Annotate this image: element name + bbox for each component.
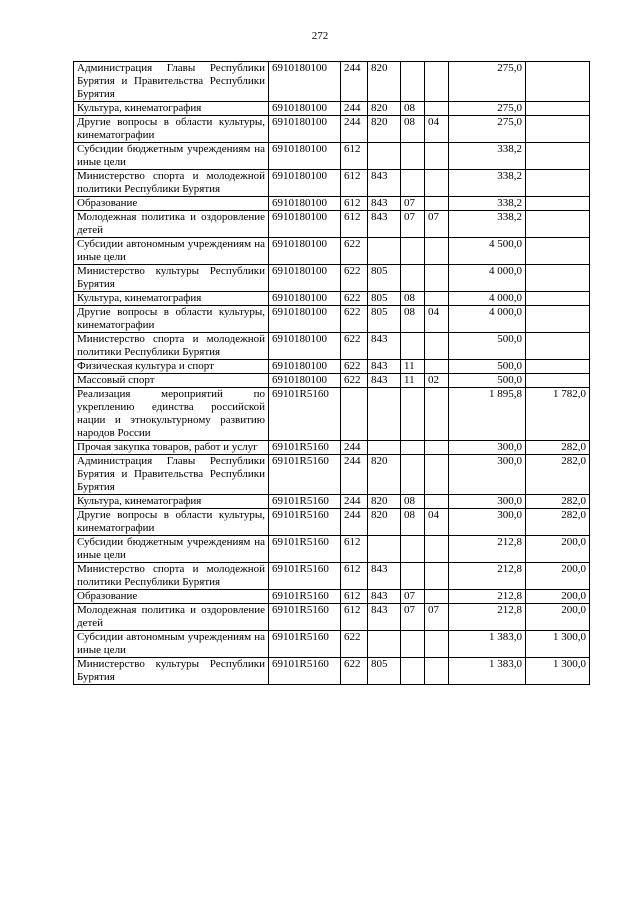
cell-expense-type: 244 <box>341 62 368 102</box>
table-row <box>74 658 590 685</box>
table-row <box>74 374 590 388</box>
cell-ministry-code: 843 <box>368 333 401 360</box>
cell-subsection <box>425 455 449 495</box>
cell-ministry-code <box>368 441 401 455</box>
cell-section <box>401 265 425 292</box>
table-row <box>74 306 590 333</box>
cell-expense-type: 622 <box>341 631 368 658</box>
cell-sum-2 <box>526 170 590 197</box>
cell-sum-1: 275,0 <box>449 102 526 116</box>
cell-expense-type: 622 <box>341 333 368 360</box>
cell-ministry-code: 820 <box>368 509 401 536</box>
cell-expense-type: 622 <box>341 360 368 374</box>
cell-sum-1: 4 000,0 <box>449 306 526 333</box>
cell-target-code: 6910180100 <box>269 265 341 292</box>
cell-sum-2 <box>526 306 590 333</box>
cell-expense-type: 244 <box>341 116 368 143</box>
cell-name: Физическая культура и спорт <box>74 360 269 374</box>
cell-target-code: 6910180100 <box>269 306 341 333</box>
cell-expense-type: 622 <box>341 292 368 306</box>
cell-section: 08 <box>401 102 425 116</box>
table-row <box>74 455 590 495</box>
cell-subsection: 04 <box>425 116 449 143</box>
cell-section: 08 <box>401 292 425 306</box>
cell-sum-1: 300,0 <box>449 441 526 455</box>
cell-ministry-code: 843 <box>368 604 401 631</box>
cell-target-code: 69101R5160 <box>269 455 341 495</box>
cell-sum-1: 212,8 <box>449 563 526 590</box>
cell-name: Другие вопросы в области культуры, кинематографии <box>74 116 269 143</box>
cell-name: Образование <box>74 590 269 604</box>
cell-expense-type: 244 <box>341 509 368 536</box>
cell-section <box>401 536 425 563</box>
cell-subsection: 07 <box>425 211 449 238</box>
cell-section: 07 <box>401 590 425 604</box>
cell-ministry-code: 820 <box>368 116 401 143</box>
cell-section: 11 <box>401 374 425 388</box>
cell-sum-1: 4 000,0 <box>449 292 526 306</box>
cell-ministry-code: 843 <box>368 360 401 374</box>
table-row <box>74 509 590 536</box>
cell-expense-type: 612 <box>341 211 368 238</box>
cell-expense-type <box>341 388 368 441</box>
cell-sum-2: 200,0 <box>526 536 590 563</box>
cell-ministry-code: 843 <box>368 170 401 197</box>
table-row <box>74 102 590 116</box>
cell-name: Молодежная политика и оздоровление детей <box>74 211 269 238</box>
cell-expense-type: 622 <box>341 374 368 388</box>
cell-sum-1: 300,0 <box>449 509 526 536</box>
cell-section <box>401 631 425 658</box>
cell-sum-2 <box>526 265 590 292</box>
table-row <box>74 441 590 455</box>
cell-target-code: 69101R5160 <box>269 388 341 441</box>
cell-name: Субсидии бюджетным учреждениям на иные цели <box>74 536 269 563</box>
cell-sum-1: 338,2 <box>449 197 526 211</box>
cell-subsection <box>425 292 449 306</box>
cell-section <box>401 333 425 360</box>
cell-ministry-code: 805 <box>368 265 401 292</box>
cell-subsection <box>425 197 449 211</box>
budget-table <box>73 61 590 685</box>
cell-sum-1: 212,8 <box>449 536 526 563</box>
cell-target-code: 6910180100 <box>269 292 341 306</box>
cell-sum-1: 500,0 <box>449 333 526 360</box>
cell-target-code: 6910180100 <box>269 62 341 102</box>
cell-sum-1: 500,0 <box>449 374 526 388</box>
cell-name: Министерство спорта и молодежной политики Республики Бурятия <box>74 170 269 197</box>
cell-sum-1: 212,8 <box>449 604 526 631</box>
cell-target-code: 69101R5160 <box>269 631 341 658</box>
cell-sum-2: 282,0 <box>526 455 590 495</box>
cell-section <box>401 143 425 170</box>
cell-sum-1: 275,0 <box>449 116 526 143</box>
table-row <box>74 211 590 238</box>
cell-sum-1: 4 500,0 <box>449 238 526 265</box>
cell-subsection <box>425 170 449 197</box>
cell-sum-1: 1 895,8 <box>449 388 526 441</box>
cell-sum-2 <box>526 374 590 388</box>
cell-target-code: 69101R5160 <box>269 495 341 509</box>
table-row <box>74 536 590 563</box>
cell-ministry-code: 805 <box>368 658 401 685</box>
cell-name: Министерство культуры Республики Бурятия <box>74 265 269 292</box>
cell-name: Администрация Главы Республики Бурятия и Правительства Республики Бурятия <box>74 62 269 102</box>
cell-section: 07 <box>401 197 425 211</box>
cell-expense-type: 244 <box>341 495 368 509</box>
cell-target-code: 69101R5160 <box>269 441 341 455</box>
cell-sum-2 <box>526 238 590 265</box>
cell-sum-2 <box>526 211 590 238</box>
cell-sum-1: 338,2 <box>449 143 526 170</box>
cell-ministry-code: 843 <box>368 590 401 604</box>
cell-target-code: 6910180100 <box>269 116 341 143</box>
cell-target-code: 6910180100 <box>269 238 341 265</box>
cell-section: 11 <box>401 360 425 374</box>
cell-section <box>401 455 425 495</box>
cell-ministry-code: 843 <box>368 211 401 238</box>
cell-target-code: 6910180100 <box>269 143 341 170</box>
cell-subsection <box>425 563 449 590</box>
cell-sum-2 <box>526 62 590 102</box>
cell-expense-type: 612 <box>341 143 368 170</box>
cell-sum-1: 1 383,0 <box>449 658 526 685</box>
cell-section <box>401 62 425 102</box>
cell-target-code: 6910180100 <box>269 211 341 238</box>
cell-sum-2 <box>526 360 590 374</box>
cell-subsection <box>425 495 449 509</box>
cell-sum-1: 212,8 <box>449 590 526 604</box>
cell-section <box>401 238 425 265</box>
cell-sum-2 <box>526 102 590 116</box>
cell-ministry-code: 820 <box>368 495 401 509</box>
cell-target-code: 69101R5160 <box>269 658 341 685</box>
cell-sum-2 <box>526 143 590 170</box>
cell-sum-1: 1 383,0 <box>449 631 526 658</box>
cell-ministry-code: 843 <box>368 563 401 590</box>
cell-ministry-code <box>368 143 401 170</box>
cell-sum-1: 338,2 <box>449 170 526 197</box>
cell-sum-1: 300,0 <box>449 495 526 509</box>
cell-subsection <box>425 265 449 292</box>
cell-ministry-code: 820 <box>368 455 401 495</box>
table-row <box>74 333 590 360</box>
cell-section: 07 <box>401 604 425 631</box>
cell-target-code: 6910180100 <box>269 374 341 388</box>
cell-expense-type: 612 <box>341 604 368 631</box>
cell-ministry-code: 843 <box>368 374 401 388</box>
cell-sum-2 <box>526 333 590 360</box>
table-row <box>74 495 590 509</box>
cell-sum-2 <box>526 292 590 306</box>
cell-subsection <box>425 238 449 265</box>
cell-sum-1: 338,2 <box>449 211 526 238</box>
cell-expense-type: 612 <box>341 590 368 604</box>
page-number: 272 <box>311 30 329 42</box>
cell-expense-type: 612 <box>341 536 368 563</box>
cell-subsection <box>425 658 449 685</box>
cell-target-code: 6910180100 <box>269 197 341 211</box>
cell-name: Министерство культуры Республики Бурятия <box>74 658 269 685</box>
cell-ministry-code <box>368 536 401 563</box>
table-row <box>74 590 590 604</box>
cell-section: 08 <box>401 306 425 333</box>
cell-subsection: 07 <box>425 604 449 631</box>
cell-expense-type: 612 <box>341 197 368 211</box>
cell-ministry-code <box>368 238 401 265</box>
cell-sum-2 <box>526 116 590 143</box>
cell-ministry-code: 820 <box>368 102 401 116</box>
cell-subsection <box>425 536 449 563</box>
cell-sum-2: 1 300,0 <box>526 658 590 685</box>
cell-expense-type: 622 <box>341 238 368 265</box>
cell-name: Субсидии автономным учреждениям на иные цели <box>74 238 269 265</box>
cell-sum-2: 282,0 <box>526 509 590 536</box>
cell-target-code: 6910180100 <box>269 102 341 116</box>
cell-subsection <box>425 143 449 170</box>
cell-expense-type: 244 <box>341 102 368 116</box>
cell-ministry-code: 820 <box>368 62 401 102</box>
cell-name: Молодежная политика и оздоровление детей <box>74 604 269 631</box>
cell-subsection <box>425 360 449 374</box>
cell-sum-2: 200,0 <box>526 590 590 604</box>
table-row <box>74 238 590 265</box>
cell-subsection <box>425 388 449 441</box>
cell-target-code: 69101R5160 <box>269 509 341 536</box>
cell-target-code: 6910180100 <box>269 333 341 360</box>
cell-name: Администрация Главы Республики Бурятия и Правительства Республики Бурятия <box>74 455 269 495</box>
cell-expense-type: 244 <box>341 441 368 455</box>
cell-sum-2: 282,0 <box>526 441 590 455</box>
cell-subsection <box>425 62 449 102</box>
table-row <box>74 604 590 631</box>
cell-sum-2: 282,0 <box>526 495 590 509</box>
cell-name: Министерство спорта и молодежной политики Республики Бурятия <box>74 563 269 590</box>
table-row <box>74 360 590 374</box>
cell-name: Культура, кинематография <box>74 495 269 509</box>
cell-target-code: 6910180100 <box>269 360 341 374</box>
cell-sum-2: 200,0 <box>526 563 590 590</box>
table-row <box>74 116 590 143</box>
cell-name: Другие вопросы в области культуры, кинематографии <box>74 306 269 333</box>
cell-section: 08 <box>401 509 425 536</box>
cell-name: Субсидии автономным учреждениям на иные цели <box>74 631 269 658</box>
cell-target-code: 69101R5160 <box>269 604 341 631</box>
cell-sum-2: 200,0 <box>526 604 590 631</box>
cell-subsection <box>425 631 449 658</box>
table-row <box>74 292 590 306</box>
cell-sum-1: 300,0 <box>449 455 526 495</box>
table-row <box>74 143 590 170</box>
cell-expense-type: 244 <box>341 455 368 495</box>
cell-name: Массовый спорт <box>74 374 269 388</box>
cell-subsection <box>425 590 449 604</box>
cell-section: 08 <box>401 495 425 509</box>
cell-sum-1: 500,0 <box>449 360 526 374</box>
cell-subsection <box>425 333 449 360</box>
cell-expense-type: 622 <box>341 265 368 292</box>
cell-section <box>401 388 425 441</box>
cell-ministry-code: 805 <box>368 292 401 306</box>
table-row <box>74 631 590 658</box>
cell-ministry-code: 805 <box>368 306 401 333</box>
cell-name: Образование <box>74 197 269 211</box>
cell-ministry-code: 843 <box>368 197 401 211</box>
cell-sum-2 <box>526 197 590 211</box>
cell-sum-2: 1 782,0 <box>526 388 590 441</box>
cell-name: Министерство спорта и молодежной политики Республики Бурятия <box>74 333 269 360</box>
cell-section <box>401 170 425 197</box>
cell-ministry-code <box>368 388 401 441</box>
cell-name: Прочая закупка товаров, работ и услуг <box>74 441 269 455</box>
cell-name: Культура, кинематография <box>74 292 269 306</box>
table-row <box>74 388 590 441</box>
cell-section: 07 <box>401 211 425 238</box>
cell-target-code: 69101R5160 <box>269 536 341 563</box>
cell-target-code: 69101R5160 <box>269 590 341 604</box>
table-row <box>74 265 590 292</box>
cell-name: Реализация мероприятий по укреплению единства российской нации и этнокультурному развитию народов России <box>74 388 269 441</box>
cell-name: Субсидии бюджетным учреждениям на иные цели <box>74 143 269 170</box>
table-row <box>74 563 590 590</box>
cell-sum-1: 4 000,0 <box>449 265 526 292</box>
cell-target-code: 6910180100 <box>269 170 341 197</box>
cell-section <box>401 658 425 685</box>
cell-subsection: 04 <box>425 509 449 536</box>
cell-subsection <box>425 102 449 116</box>
cell-section <box>401 441 425 455</box>
cell-section: 08 <box>401 116 425 143</box>
table-row <box>74 170 590 197</box>
cell-ministry-code <box>368 631 401 658</box>
cell-expense-type: 622 <box>341 658 368 685</box>
cell-sum-1: 275,0 <box>449 62 526 102</box>
cell-subsection: 02 <box>425 374 449 388</box>
cell-sum-2: 1 300,0 <box>526 631 590 658</box>
cell-expense-type: 622 <box>341 306 368 333</box>
table-row <box>74 197 590 211</box>
cell-subsection: 04 <box>425 306 449 333</box>
cell-expense-type: 612 <box>341 170 368 197</box>
cell-expense-type: 612 <box>341 563 368 590</box>
cell-section <box>401 563 425 590</box>
table-row <box>74 62 590 102</box>
cell-name: Другие вопросы в области культуры, кинематографии <box>74 509 269 536</box>
cell-subsection <box>425 441 449 455</box>
cell-name: Культура, кинематография <box>74 102 269 116</box>
cell-target-code: 69101R5160 <box>269 563 341 590</box>
